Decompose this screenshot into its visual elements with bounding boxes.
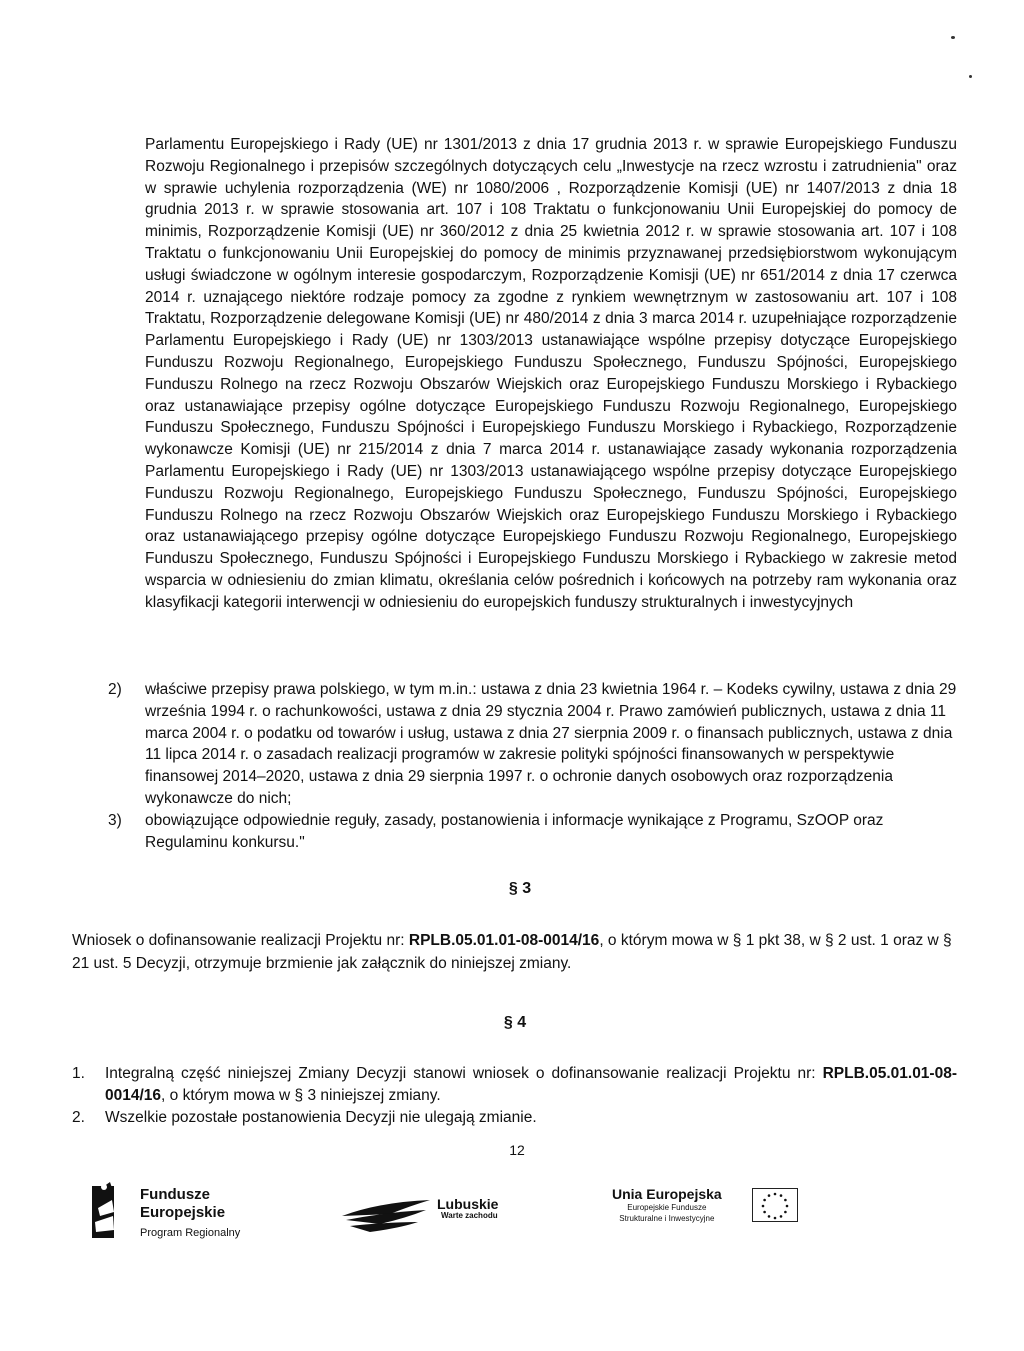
list-item-number: 1. bbox=[72, 1065, 85, 1082]
lubuskie-swoosh-icon bbox=[340, 1196, 435, 1236]
fe-subtitle: Program Regionalny bbox=[140, 1227, 241, 1239]
section-4-list bbox=[72, 1063, 957, 1129]
legal-basis-list bbox=[108, 679, 957, 853]
fundusze-europejskie-text bbox=[140, 1186, 240, 1242]
list-item bbox=[108, 679, 957, 810]
page-number: 12 bbox=[509, 1142, 525, 1158]
ue-name: Unia Europejska bbox=[612, 1186, 722, 1202]
footer-logos bbox=[0, 1178, 1024, 1258]
fe-line2: Europejskie bbox=[140, 1204, 226, 1221]
unia-europejska-text bbox=[612, 1186, 722, 1224]
section-4-heading: § 4 bbox=[503, 1014, 527, 1031]
section-3-heading: § 3 bbox=[508, 880, 532, 897]
lubuskie-name: Lubuskie bbox=[437, 1196, 499, 1212]
project-number: RPLB.05.01.01-08-0014/16 bbox=[105, 1065, 957, 1104]
list-item-text: właściwe przepisy prawa polskiego, w tym m.in.: ustawa z dnia 23 kwietnia 1964 r. – Kodeks cywilny, ustawa z dnia 29 września 1994 r. o rachunkowości, ustawa z dnia 29 stycznia 2004 r. Prawo zamówień publicznych, ustawa z dnia 11 marca 2004 r. o podatku od towarów i usług, ustawa z dnia 27 sierpnia 2009 r. o finansach publicznych, ustawa z dnia 11 lipca 2014 r. o zasadach realizacji programów w zakresie polityki spójności finansowanych w perspektywie finansowej 2014–2020, ustawa z dnia 29 sierpnia 1997 r. o ochronie danych osobowych oraz rozporządzenia wykonawcze do nich; bbox=[145, 681, 957, 807]
list-item-text bbox=[105, 1063, 957, 1107]
lubuskie-slogan: Warte zachodu bbox=[441, 1211, 498, 1220]
scan-speck bbox=[951, 36, 955, 39]
section-3-text-pre: Wniosek o dofinansowanie realizacji Projektu nr: bbox=[72, 932, 409, 949]
list-item-text: obowiązujące odpowiednie reguły, zasady, postanowienia i informacje wynikające z Programu, SzOOP oraz Regulaminu konkursu." bbox=[145, 811, 884, 851]
ue-sub2: Strukturalne i Inwestycyjne bbox=[619, 1214, 715, 1223]
lubuskie-text bbox=[437, 1197, 498, 1220]
list-item bbox=[108, 810, 957, 854]
item-text-pre: Integralną część niniejszej Zmiany Decyzji stanowi wniosek o dofinansowanie realizacji Projektu nr: bbox=[105, 1065, 823, 1082]
list-item-number: 3) bbox=[108, 811, 122, 829]
fe-line1: Fundusze bbox=[140, 1186, 210, 1203]
eu-flag-icon bbox=[752, 1188, 798, 1222]
continuation-text: Parlamentu Europejskiego i Rady (UE) nr 1301/2013 z dnia 17 grudnia 2013 r. w sprawie Europejskiego Funduszu Rozwoju Regionalnego i przepisów szczególnych dotyczących celu „Inwestycje na rzecz wzrostu i zatrudnienia" oraz w sprawie uchylenia rozporządzenia (WE) nr 1080/2006 , Rozporządzenie Komisji (UE) nr 1407/2013 z dnia 18 grudnia 2013 r. w sprawie stosowania art. 107 i 108 Traktatu o funkcjonowaniu Unii Europejskiej do pomocy de minimis, Rozporządzenie Komisji (UE) nr 360/2012 z dnia 25 kwietnia 2012 r. w sprawie stosowania art. 107 i 108 Traktatu o funkcjonowaniu Unii Europejskiej do pomocy de minimis przyznawanej przedsiębiorstwom wykonującym usługi świadczone w ogólnym interesie gospodarczym, Rozporządzenie Komisji (UE) nr 651/2014 z dnia 17 czerwca 2014 r. uznającego niektóre rodzaje pomocy za zgodne z rynkiem wewnętrznym w zastosowaniu art. 107 i 108 Traktatu, Rozporządzenie delegowane Komisji (UE) nr 480/2014 z dnia 3 marca 2014 r. uzupełniające rozporządzenie Parlamentu Europejskiego i Rady (UE) nr 1303/2013 ustanawiające wspólne przepisy dotyczące Europejskiego Funduszu Rozwoju Regionalnego, Europejskiego Funduszu Społecznego, Funduszu Spójności, Europejskiego Funduszu Rolnego na rzecz Rozwoju Obszarów Wiejskich oraz Europejskiego Funduszu Morskiego i Rybackiego oraz ustanawiające przepisy ogólne dotyczące Europejskiego Funduszu Rozwoju Regionalnego, Europejskiego Funduszu Społecznego, Funduszu Spójności i Europejskiego Funduszu Morskiego i Rybackiego, Rozporządzenie wykonawcze Komisji (UE) nr 215/2014 z dnia 7 marca 2014 r. ustanawiające zasady wykonania rozporządzenia Parlamentu Europejskiego i Rady (UE) nr 1303/2013 ustanawiającego wspólne przepisy dotyczące Europejskiego Funduszu Rozwoju Regionalnego, Europejskiego Funduszu Społecznego, Funduszu Spójności, Europejskiego Funduszu Rolnego na rzecz Rozwoju Obszarów Wiejskich oraz Europejskiego Funduszu Morskiego i Rybackiego oraz ustanawiającego przepisy ogólne dotyczące Europejskiego Funduszu Rozwoju Regionalnego, Europejskiego Funduszu Społecznego, Funduszu Spójności i Europejskiego Funduszu Morskiego i Rybackiego w zakresie metod wsparcia w odniesieniu do zmian klimatu, określania celów pośrednich i końcowych na potrzeby ram wykonania oraz klasyfikacji kategorii interwencji w odniesieniu do europejskich funduszy strukturalnych i inwestycyjnych bbox=[145, 136, 957, 611]
scan-speck bbox=[969, 75, 972, 78]
list-item bbox=[72, 1107, 957, 1129]
list-item-text: Wszelkie pozostałe postanowienia Decyzji nie ulegają zmianie. bbox=[105, 1109, 537, 1126]
section-3-text-post: , o którym mowa w § 1 pkt 38, w § 2 ust. 1 oraz w § 21 ust. 5 Decyzji, otrzymuje brzmienie jak załącznik do niniejszej zmiany. bbox=[72, 932, 952, 972]
list-item-number: 2) bbox=[108, 681, 122, 698]
continuation-paragraph bbox=[145, 134, 957, 614]
project-number: RPLB.05.01.01-08-0014/16 bbox=[408, 932, 600, 949]
list-item bbox=[72, 1063, 957, 1107]
list-item-number: 2. bbox=[72, 1109, 85, 1126]
ue-sub1: Europejskie Fundusze bbox=[627, 1203, 707, 1212]
section-3-paragraph bbox=[72, 929, 957, 975]
fundusze-europejskie-logo-icon bbox=[92, 1178, 132, 1240]
item-text-post: , o którym mowa w § 3 niniejszej zmiany. bbox=[161, 1087, 441, 1104]
